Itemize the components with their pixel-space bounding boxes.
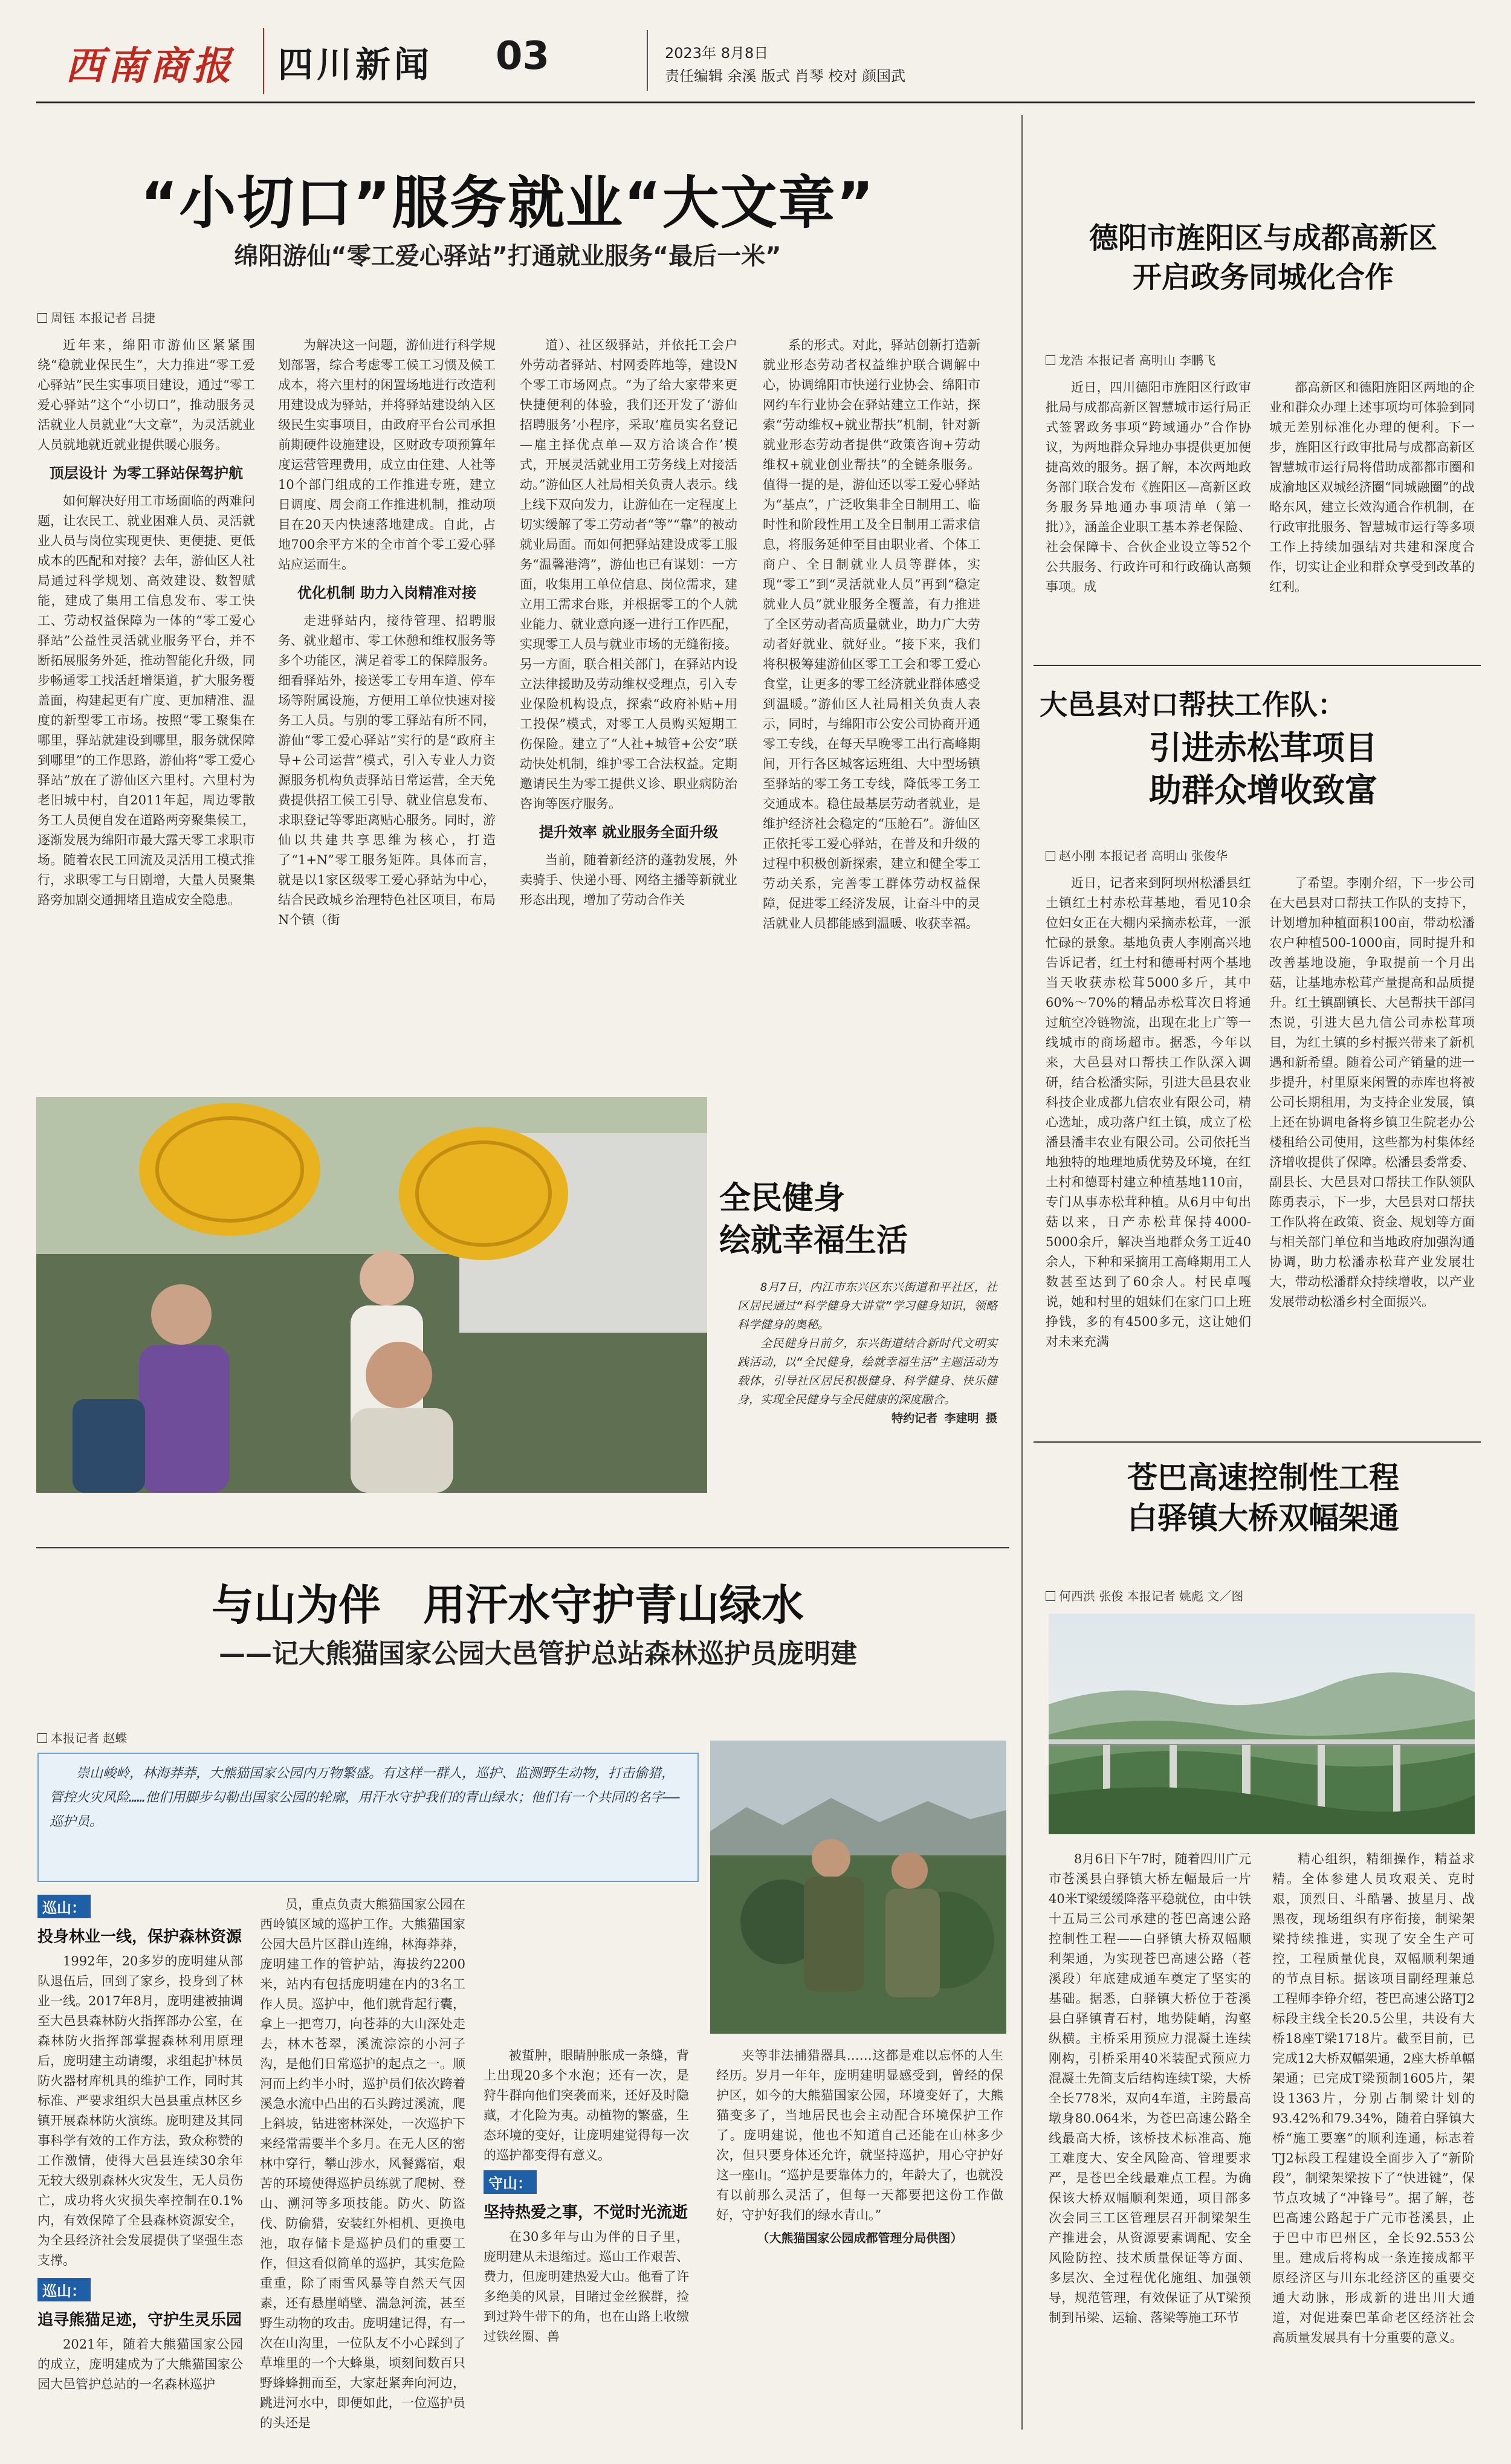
story2-paragraph: 被蜇肿，眼睛肿胀成一条缝，背上出现20多个水泡；还有一次，是狩牛群向他们突袭而来，还好及时隐藏，才化险为夷。动植物的繁盛，生态环境的变好，让庞明建觉得每一次的巡护都变得有意义。 bbox=[484, 2048, 689, 2162]
photo1-caption-paragraph: 全民健身日前夕，东兴街道结合新时代文明实践活动，以“全民健身，绘就幸福生活”主题活动为载体，引导社区居民积极健身、科学健身、快乐健身，实现全民健身与全民健康的深度融合。 bbox=[737, 1337, 997, 1406]
column-divider bbox=[1021, 115, 1023, 2430]
section-rule bbox=[1034, 1441, 1481, 1443]
masthead-rule bbox=[36, 102, 1475, 103]
section-rule bbox=[36, 1547, 1009, 1548]
story2-column-2 bbox=[260, 1895, 465, 2433]
right3-paragraph: 8月6日下午7时，随着四川广元市苍溪县白驿镇大桥左幅最后一片40米T梁缓缓降落平稳就位，由中铁十五局三公司承建的苍巴高速公路控制性工程——白驿镇大桥双幅顺利架通，为实现苍巴高速公路（苍溪段）年底建成通车奠定了坚实的基础。据悉，白驿镇大桥位于苍溪县白驿镇青石村，地势陡峭，沟壑纵横。主桥采用预应力混凝土连续刚构，引桥采用40米装配式预应力混凝土先简支后结构连续T梁，大桥全长778米，双向4车道，主跨最高墩身80.064米，为苍巴高速公路全线最高大桥，该桥技术标准高、施工难度大、安全风险高、管理要求严，是苍巴全线最难点工程。为确保该大桥双幅顺利架通，项目部多次会同三工区管理层召开制梁架生产推进会，从资源要素调配、安全风险防控、技术质量保证等方面、多层次、全过程优化施组、加强领导，规范管理，有效保证了从T梁预制到吊梁、运输、落梁等施工环节 bbox=[1049, 1852, 1251, 2325]
story1-column-4 bbox=[763, 335, 980, 934]
photo1-caption bbox=[737, 1278, 997, 1428]
right3-column-2 bbox=[1272, 1849, 1475, 2348]
story1-subhead-3: 提升效率 就业服务全面升级 bbox=[539, 824, 719, 841]
right2-column-2 bbox=[1269, 873, 1475, 1312]
story2-title: 与山为伴 用汗水守护青山绿水 bbox=[212, 1580, 804, 1630]
paper-logo: 西南商报 bbox=[65, 44, 235, 89]
right1-paragraph: 近日，四川德阳市旌阳区行政审批局与成都高新区智慧城市运行局正式签署政务事项“跨域通办”合作协议，为两地群众异地办事提供更加便捷高效的服务。据了解，本次两地政务部门联合发布《旌阳区—高新区政务服务异地通办事项清单（第一批）》，涵盖企业职工基本养老保险、社会保障卡、合伙企业设立等52个公共服务、行政许可和行政确认高频事项。成 bbox=[1046, 380, 1251, 594]
story1-paragraph: 近年来，绵阳市游仙区紧紧围绕“稳就业保民生”，大力推进“零工爱心驿站”民生实事项目建设，通过“零工爱心驿站”这个“小切口”，推动服务灵活就业人员就业“大文章”，为灵活就业人员就地就近就业提供暖心服务。 bbox=[37, 338, 255, 452]
right2-paragraph: 了希望。李刚介绍，下一步公司在大邑县对口帮扶工作队的支持下，计划增加种植面积100亩，带动松潘农户种植500-1000亩，同时提升和改善基地设施，争取提前一个月出菇，让基地赤松茸产量提高和品质提升。红土镇副镇长、大邑帮扶干部闫杰说，引进大邑九信公司赤松茸项目，为红土镇的乡村振兴带来了新机遇和新希望。随着公司产销量的进一步提升，村里原来闲置的赤库也将被公司长期租用，为支持企业发展，镇上还在协调电备将乡镇卫生院老办公楼租给公司使用，这些都为村集体经济增收提供了保障。松潘县委常委、副县长、大邑县对口帮扶工作队领队陈勇表示，下一步，大邑县对口帮扶工作队将在政策、资金、规划等方面与相关部门单位和当地政府加强沟通协调，助力松潘赤松茸产业发展壮大，带动松潘群众持续增收，以产业发展带动松潘乡村全面振兴。 bbox=[1269, 876, 1475, 1309]
right1-column-1 bbox=[1046, 378, 1251, 597]
story1-paragraph: 道）、社区级驿站，并依托工会户外劳动者驿站、村网委阵地等，建设N个零工市场网点。“为了给大家带来更快捷便利的体验，我们还开发了‘游仙招聘服务’小程序，采取‘雇员实名登记—雇主择优点单—双方洽谈合作’模式，开展灵活就业用工劳务线上对接活动。”游仙区人社局相关负责人表示。线上线下双向发力，让游仙在一定程度上切实缓解了零工劳动者“等”“靠”的被动就业局面。而如何把驿站建设成零工服务“温馨港湾”，游仙也已有谋划：一方面，收集用工单位信息、岗位需求，建立用工需求台账，并根据零工的个人就业能力、就业意向逐一进行工作匹配，实现零工人员与就业市场的无缝衔接。另一方面，联合相关部门，在驿站内设立法律援助及劳动维权受理点，引入专业保险机构设点，探索“政府补贴+用工投保”模式，对零工人员购买短期工伤保险。建立了“人社+城管+公安”联动快处机制，维护零工合法权益。定期邀请民生为零工提供义诊、职业病防治咨询等医疗服务。 bbox=[520, 338, 737, 811]
right1-title-line1: 德阳市旌阳区与成都高新区 bbox=[1089, 221, 1437, 255]
right2-byline: 赵小刚 本报记者 高明山 张俊华 bbox=[1046, 846, 1228, 864]
story2-photo-credit: （大熊猫国家公园成都管理分局供图） bbox=[757, 2231, 963, 2245]
right2-title-line1: 大邑县对口帮扶工作队： bbox=[1040, 688, 1345, 721]
section-name: 四川新闻 bbox=[278, 44, 433, 85]
story2-paragraph: 夹等非法捕猎器具……这都是难以忘怀的人生经历。岁月一年年，庞明建明显感受到，曾经的保护区，如今的大熊猫国家公园，环境变好了，大熊猫变多了，当地居民也会主动配合环境保护工作了。庞明建说，他也不知道自己还能在山林多少次，但只要身体还允许，就坚持巡护，用心守护好这一座山。“巡护是要靠体力的，年龄大了，也就没有以前那么灵活了，但每一天都要把这份工作做好，守护好我们的绿水青山。” bbox=[716, 2048, 1003, 2222]
forest-ranger-photo bbox=[710, 1741, 1006, 2034]
story1-subhead-1: 顶层设计 为零工驿站保驾护航 bbox=[49, 465, 244, 482]
story1-title: “小切口”服务就业“大文章” bbox=[140, 170, 875, 236]
page-number: 03 bbox=[496, 34, 550, 79]
story1-paragraph: 系的形式。对此，驿站创新打造新就业形态劳动者权益维护联合调解中心，协调绵阳市快递行业协会、绵阳市网约车行业协会在驿站建立工作站，探索“劳动维权+就业帮扶”机制，针对新就业形态劳动者提供“政策咨询+劳动维权+就业创业帮扶”的全链条服务。值得一提的是，游仙还以零工爱心驿站为“基点”，广泛收集非全日制用工、临时性和阶段性用工及全日制用工需求信息，将服务延伸至目由职业者、个体工商户、全日制就业人员等群体，实现“零工”到“灵活就业人员”再到“稳定就业人员”就业服务全覆盖，有力推进了全区劳动者高质量就业，助力广大劳动者好就业、就好业。“接下来，我们将积极筹建游仙区零工工会和零工爱心食堂，让更多的零工经济就业群体感受到温暖。”游仙区人社局相关负责人表示，同时，与绵阳市公安公司协商开通零工专线，在每天早晚零工出行高峰期间，开行各区城客运班组、大中型场镇至驿站的零工务工专线，降低零工务工交通成本。稳住最基层劳动者就业，是维护经济社会稳定的“压舱石”。游仙区正依托零工爱心驿站，在普及和升级的过程中积极创新探索，建立和健全零工劳动关系，完善零工群体劳动权益保障，促进零工经济发展，让奋斗中的灵活就业人员都能感到温暖、收获幸福。 bbox=[763, 338, 980, 931]
right1-column-2 bbox=[1269, 378, 1475, 597]
story2-intro: 崇山峻岭，林海莽莽，大熊猫国家公园内万物繁盛。有这样一群人，巡护、监测野生动物，打击偷猎，管控火灾风险……他们用脚步勾勒出国家公园的轮廓，用汗水守护我们的青山绿水；他们有一个共同的名字——巡护员。 bbox=[50, 1766, 680, 1829]
story1-paragraph: 如何解决好用工市场面临的两难问题，让农民工、就业困难人员、灵活就业人员与岗位实现更快、更便捷、更低成本的匹配和对接？去年，游仙区人社局通过科学规划、高效建设、数智赋能，建成了集用工信息发布、零工快工、劳动权益保障为一体的“零工爱心驿站”公益性灵活就业服务平台，并不断拓展服务外延，推动智能化升级，同步畅通零工找活赶增渠道，扩大服务覆盖面，构建起更有广度、更加精准、温度的新型零工市场。按照“零工聚集在哪里，驿站就建设到哪里，服务就保障到哪里”的工作思路，游仙将“零工爱心驿站”放在了游仙区六里村。六里村为老旧城中村，自2011年起，周边零散务工人员便自发在道路两旁聚集候工，逐渐发展为绵阳市最大露天零工求职市场。随着农民工回流及灵活用工模式推行，求职零工与日剧增，大量人员聚集路旁加剧交通拥堵且造成安全隐患。 bbox=[37, 494, 255, 907]
issue-date: 2023年 8月8日 bbox=[665, 45, 769, 62]
story2-paragraph: 2021年，随着大熊猫国家公园的成立，庞明建成为了大熊猫国家公园大邑管护总站的一名森林巡护 bbox=[37, 2337, 243, 2391]
right1-title-line2: 开启政务同城化合作 bbox=[1132, 260, 1394, 294]
story1-column-2 bbox=[278, 335, 496, 930]
story2-section-tag-1: 巡山： bbox=[37, 1895, 243, 1918]
right3-byline: 何西洪 张俊 本报记者 姚彪 文／图 bbox=[1046, 1586, 1243, 1604]
right3-column-1 bbox=[1049, 1849, 1251, 2328]
story1-paragraph: 走进驿站内，接待管理、招聘服务、就业超市、零工休憩和维权服务等多个功能区，满足着零工的保障服务。细看驿站外，接送零工专用车道、停车场等附属设施，方便用工单位快速对接务工人员。与别的零工驿站有所不同，游仙“零工爱心驿站”实行的是“政府主导+公司运营”模式，引入专业人力资源服务机构负责驿站日常运营，全天免费提供招工候工引导、就业信息发布、求职登记等零距离贴心服务。同时，游仙以共建共享思维为核心，打造了“1+N”零工服务矩阵。具体而言，就是以1家区级零工爱心驿站为中心，结合民政城乡治理特色社区项目，布局N个镇（街 bbox=[278, 613, 496, 927]
story2-paragraph: 1992年，20多岁的庞明建从部队退伍后，回到了家乡，投身到了林业一线。2017年8月，庞明建被抽调至大邑县森林防火指挥部办公室，在森林防火指挥部掌握森林利用原理后，庞明建主动请缨，求组起护林员防火器材库机具的维护工作，同时其标准、严要求组织大邑县重点林区乡镇开展森林防火演练。庞明建及其同事科学有效的工作方法，致众称赞的工作激情，使得大邑县连续30余年无较大级别森林火灾发生，无人员伤亡，成功将火灾损失率控制在0.1%内，有效保障了全县森林资源安全，为全县经济社会发展提供了坚强生态支撑。 bbox=[37, 1954, 243, 2268]
story1-subtitle: 绵阳游仙“零工爱心驿站”打通就业服务“最后一米” bbox=[234, 242, 781, 270]
photo1-heading-line1: 全民健身 bbox=[719, 1180, 846, 1217]
story2-paragraph: 在30多年与山为伴的日子里，庞明建从未退缩过。巡山工作艰苦、费力，但庞明建热爱大山。他看了许多绝美的风景，目睹过金丝猴群，捡到过羚牛带下的角，也在山路上收缴过铁丝圈、兽 bbox=[484, 2230, 689, 2344]
right3-paragraph: 精心组织，精细操作，精益求精。全体参建人员攻艰关、克时艰，顶烈日、斗酷暑、披星月、战黑夜，现场组织有序衔接，制梁架梁持续推进，实现了安全生产可控，工程质量优良，双幅顺利架通的节点目标。据该项目副经理兼总工程师李铮介绍，苍巴高速公路TJ2标段主线全长20.5公里，共设有大桥18座T梁1718片。截至目前，已完成12大桥双幅架通，2座大桥单幅架通；已完成T梁预制1605片，架设1363片，分别占制梁计划的93.42%和79.34%，随着白驿镇大桥“施工要塞”的顺利连通，标志着TJ2标段工程建设全面步入了“新阶段”，制梁架梁按下了“快进键”，保节点攻城了“冲锋号”。据了解，苍巴高速公路起于广元市苍溪县，止于巴中市巴州区，全长92.553公里。建成后将构成一条连接成都平原经济区与川东北经济区的重要交通大动脉，形成新的进出川大通道，对促进秦巴革命老区经济社会高质量发展具有十分重要的意义。 bbox=[1272, 1852, 1475, 2345]
masthead bbox=[36, 17, 1475, 105]
editor-credits: 责任编辑 余溪 版式 肖琴 校对 颜国武 bbox=[665, 68, 906, 85]
right2-title-line3: 助群众增收致富 bbox=[1149, 771, 1377, 809]
story2-subhead-3: 坚持热爱之事，不觉时光流逝 bbox=[484, 2204, 688, 2222]
masthead-divider-2 bbox=[647, 30, 648, 91]
right2-paragraph: 近日，记者来到阿坝州松潘县红土镇红土村赤松茸基地，看见10余位妇女正在大棚内采摘赤松茸，一派忙碌的景象。基地负责人李刚高兴地告诉记者，红土村和德哥村两个基地当天收获赤松茸5000多斤，其中60%～70%的精品赤松茸次日将通过航空冷链物流，出现在北上广等一线城市的商场超市。据悉，今年以来，大邑县对口帮扶工作队深入调研，结合松潘实际，引进大邑县农业科技企业成都九信农业有限公司，精心选址，成功落户红土镇，成立了松潘县潘丰农业有限公司。公司依托当地独特的地理地质优势及环境，在红土村和德哥村建立种植基地110亩，专门从事赤松茸种植。从6月中旬出菇以来，日产赤松茸保持4000-5000余斤，解决当地群众务工近40余人，下种和采摘用工高峰期用工人数甚至达到了60余人。村民卓嘎说，她和村里的姐妹们在家门口上班挣钱，多的有4500多元，这让她们对未来充满 bbox=[1046, 876, 1251, 1349]
photo1-heading-line2: 绘就幸福生活 bbox=[719, 1223, 908, 1259]
story1-paragraph: 当前，随着新经济的蓬勃发展，外卖骑手、快递小哥、网络主播等新就业形态出现，增加了劳动合作关 bbox=[520, 853, 737, 907]
right1-paragraph: 都高新区和德阳旌阳区两地的企业和群众办理上述事项均可体验到同城无差别标准化办理的便利。下一步，旌阳区行政审批局与成都高新区智慧城市运行局将借助成都都市圈和成渝地区双城经济圈“同城融圈”的战略东风，建立长效沟通合作机制，在行政审批服务、智慧城市运行等多项工作上持续加强结对共建和深度合作，切实让企业和群众享受到改革的红利。 bbox=[1269, 380, 1475, 594]
story1-column-1 bbox=[37, 335, 255, 910]
story2-subhead-1: 投身林业一线，保护森林资源 bbox=[37, 1928, 242, 1946]
story1-subhead-2: 优化机制 助力入岗精准对接 bbox=[297, 584, 477, 601]
story2-byline: 本报记者 赵蝶 bbox=[37, 1728, 127, 1746]
story2-subtitle: ——记大熊猫国家公园大邑管护总站森林巡护员庞明建 bbox=[219, 1638, 857, 1669]
fitness-photo bbox=[36, 1097, 707, 1493]
right3-title-line1: 苍巴高速控制性工程 bbox=[1127, 1460, 1399, 1495]
right2-column-1 bbox=[1046, 873, 1251, 1352]
story2-column-1 bbox=[37, 1895, 243, 2394]
story2-column-4 bbox=[716, 2046, 1003, 2247]
story2-subhead-2: 追寻熊猫足迹，守护生灵乐园 bbox=[37, 2311, 242, 2329]
story2-paragraph: 员，重点负责大熊猫国家公园在西岭镇区域的巡护工作。大熊猫国家公园大邑片区群山连绵，林海莽莽，庞明建工作的管护站，海拔约2200米，站内有包括庞明建在内的3名工作人员。巡护中，他们就背起行囊，拿上一把弯刀，向苍莽的大山深处走去，林木苍翠，溪流淙淙的小河子沟，是他们日常巡护的起点之一。顺河而上约半小时，巡护员们依次跨着溪急水流中凸出的石头跨过溪流，爬上斜坡，钻进密林深处，一次巡护下来经常需要半个多月。在无人区的密林中穿行，攀山涉水，风餐露宿，艰苦的环境使得巡护员练就了爬树、登山、溯河等多项技能。防火、防盗伐、防偷猎，安装红外相机、更换电池，取存储卡是巡护员们的重要工作，但这看似简单的巡护，其实危险重重，除了雨雪风暴等自然天气因素，还有悬崖峭壁、湍急河流，甚至野生动物的攻击。庞明建记得，有一次在山沟里，一位队友不小心踩到了草堆里的一个大蜂巢，顷刻间数百只野蜂蜂拥而至，大家赶紧奔向河边，跳进河水中，即便如此，一位巡护员的头还是 bbox=[260, 1897, 465, 2430]
right2-title-line2: 引进赤松茸项目 bbox=[1149, 729, 1377, 767]
highway-bridge-photo bbox=[1049, 1614, 1475, 1834]
section-rule bbox=[1034, 665, 1481, 666]
story1-byline: 周钰 本报记者 吕捷 bbox=[37, 308, 155, 326]
story1-column-3 bbox=[520, 335, 737, 910]
story1-paragraph: 为解决这一问题，游仙进行科学规划部署，综合考虑零工候工习惯及候工成本，将六里村的闲置场地进行改造利用建设成为驿站，并将驿站建设纳入区级民生实事项目，由政府平台公司承担前期硬件设施建设，区财政专项预算年度运营管理费用，成立由住建、人社等10个部门组成的工作推进专班，建立日调度、周会商工作推进机制，推动项目在20天内快速落地建成。自此，占地700余平方米的全市首个零工爱心驿站应运而生。 bbox=[278, 338, 496, 572]
right3-title-line2: 白驿镇大桥双幅架通 bbox=[1127, 1501, 1399, 1536]
story2-section-tag-3: 守山： bbox=[484, 2170, 689, 2194]
photo1-credit: 特约记者 李建明 摄 bbox=[891, 1412, 997, 1425]
story2-section-tag-2: 巡山： bbox=[37, 2278, 243, 2301]
right1-byline: 龙浩 本报记者 高明山 李鹏飞 bbox=[1046, 351, 1215, 368]
photo1-caption-paragraph: 8月7日，内江市东兴区东兴街道和平社区，社区居民通过“科学健身大讲堂”学习健身知识，领略科学健身的奥秘。 bbox=[737, 1281, 997, 1331]
masthead-divider bbox=[263, 28, 264, 94]
story2-column-3 bbox=[484, 2046, 689, 2347]
